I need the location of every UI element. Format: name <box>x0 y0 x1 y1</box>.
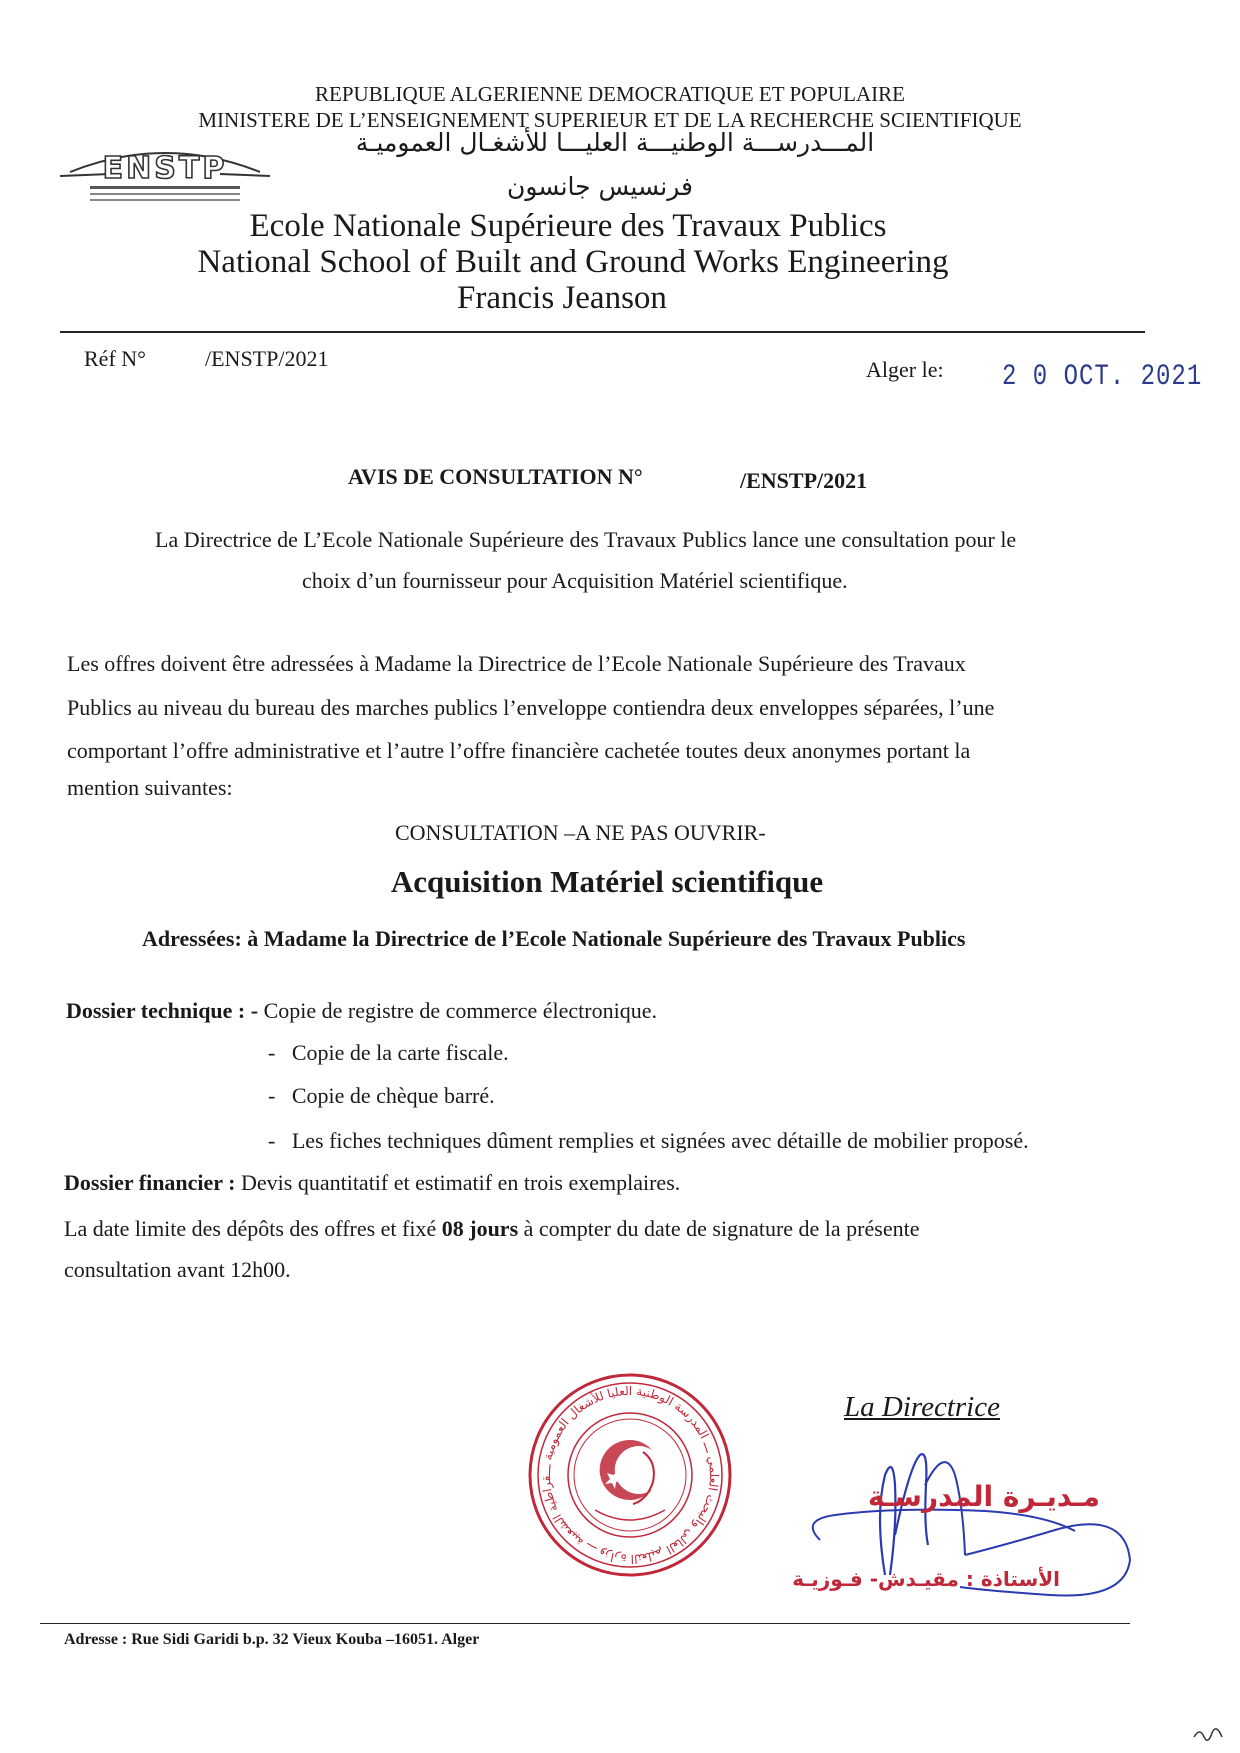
deadline-days: 08 jours <box>441 1216 519 1241</box>
intro-line-1: La Directrice de L’Ecole Nationale Supérieure des Travaux Publics lance une consultation pour le <box>155 527 1017 552</box>
offers-line-3: comportant l’offre administrative et l’autre l’offre financière cachetée toutes deux anonymes portant la <box>67 738 971 763</box>
offers-line-4: mention suivantes: <box>67 775 233 800</box>
svg-text:ـــ الجمهورية الجزائرية الديمق: قراطية الشعبية ـــ وزارة التعليم العالي والبحث العلمي ـــ المدرسة الوطنية العليا للأشغال العمومية ـــ <box>538 1383 722 1567</box>
arabic-school-name: المـــدرســـة الوطنيـــة العليـــا للأشغـال العموميـة <box>355 128 875 157</box>
footer-divider <box>40 1623 1130 1624</box>
header-divider <box>60 331 1145 333</box>
list-item: - Les fiches techniques dûment remplies et signées avec détaille de mobilier proposé. <box>268 1128 1029 1153</box>
footer-address: Adresse : Rue Sidi Garidi b.p. 32 Vieux Kouba –16051. Alger <box>64 1631 480 1648</box>
school-name-en: National School of Built and Ground Works Engineering <box>197 244 949 280</box>
signature-arabic-name: الأستاذة : مقيـدش- فـوزيـة <box>792 1567 1060 1591</box>
official-seal-stamp <box>525 1370 735 1580</box>
enstp-logo <box>60 140 270 210</box>
intro-line-2: choix d’un fournisseur pour Acquisition Matériel scientifique. <box>302 568 848 593</box>
dossier-financier-label: Dossier financier : <box>64 1170 236 1195</box>
subject-heading: Acquisition Matériel scientifique <box>390 864 824 899</box>
dossier-technique <box>66 995 657 1027</box>
dossier-financier <box>64 1167 680 1199</box>
date-stamp: 2 0 OCT. 2021 <box>1002 360 1203 394</box>
signature-title: La Directrice <box>844 1391 1000 1423</box>
school-name-fr: Ecole Nationale Supérieure des Travaux Publics <box>249 208 887 244</box>
deadline-line-2: consultation avant 12h00. <box>64 1257 291 1282</box>
school-name-francis: Francis Jeanson <box>457 280 667 316</box>
deadline-line-1: La date limite des dépôts des offres et fixé 08 jours à compter du date de signature de la présente <box>64 1216 920 1241</box>
svg-text:ENSTP: ENSTP <box>102 151 228 186</box>
arabic-francis-jeanson: فرنسيس جانسون <box>507 172 693 201</box>
notice-title-ref: /ENSTP/2021 <box>740 468 868 493</box>
dossier-technique-label: Dossier technique : - <box>66 998 259 1023</box>
list-item: - Copie de la carte fiscale. <box>268 1040 509 1065</box>
list-item: - Copie de chèque barré. <box>268 1083 495 1108</box>
initials-mark <box>1190 1715 1230 1745</box>
date-label: Alger le: <box>866 357 944 382</box>
offers-line-1: Les offres doivent être adressées à Madame la Directrice de l’Ecole Nationale Supérieure des Travaux <box>67 651 966 676</box>
addressed-line: Adressées: à Madame la Directrice de l’Ecole Nationale Supérieure des Travaux Publics <box>142 926 966 951</box>
dossier-technique-first-item: Copie de registre de commerce électronique. <box>263 998 657 1023</box>
offers-line-2: Publics au niveau du bureau des marches publics l’enveloppe contiendra deux enveloppes séparées, l’une <box>67 695 995 720</box>
ministry-heading: MINISTERE DE L’ENSEIGNEMENT SUPERIEUR ET DE LA RECHERCHE SCIENTIFIQUE <box>198 108 1022 132</box>
republic-heading: REPUBLIQUE ALGERIENNE DEMOCRATIQUE ET POPULAIRE <box>315 82 905 106</box>
signature-arabic-title: مـديـرة المدرسـة <box>867 1480 1100 1513</box>
dossier-financier-text: Devis quantitatif et estimatif en trois exemplaires. <box>241 1170 681 1195</box>
ref-label: Réf N° <box>84 346 146 371</box>
mention-line: CONSULTATION –A NE PAS OUVRIR- <box>395 820 766 845</box>
ref-value: /ENSTP/2021 <box>205 346 329 371</box>
notice-title: AVIS DE CONSULTATION N° <box>348 464 643 489</box>
